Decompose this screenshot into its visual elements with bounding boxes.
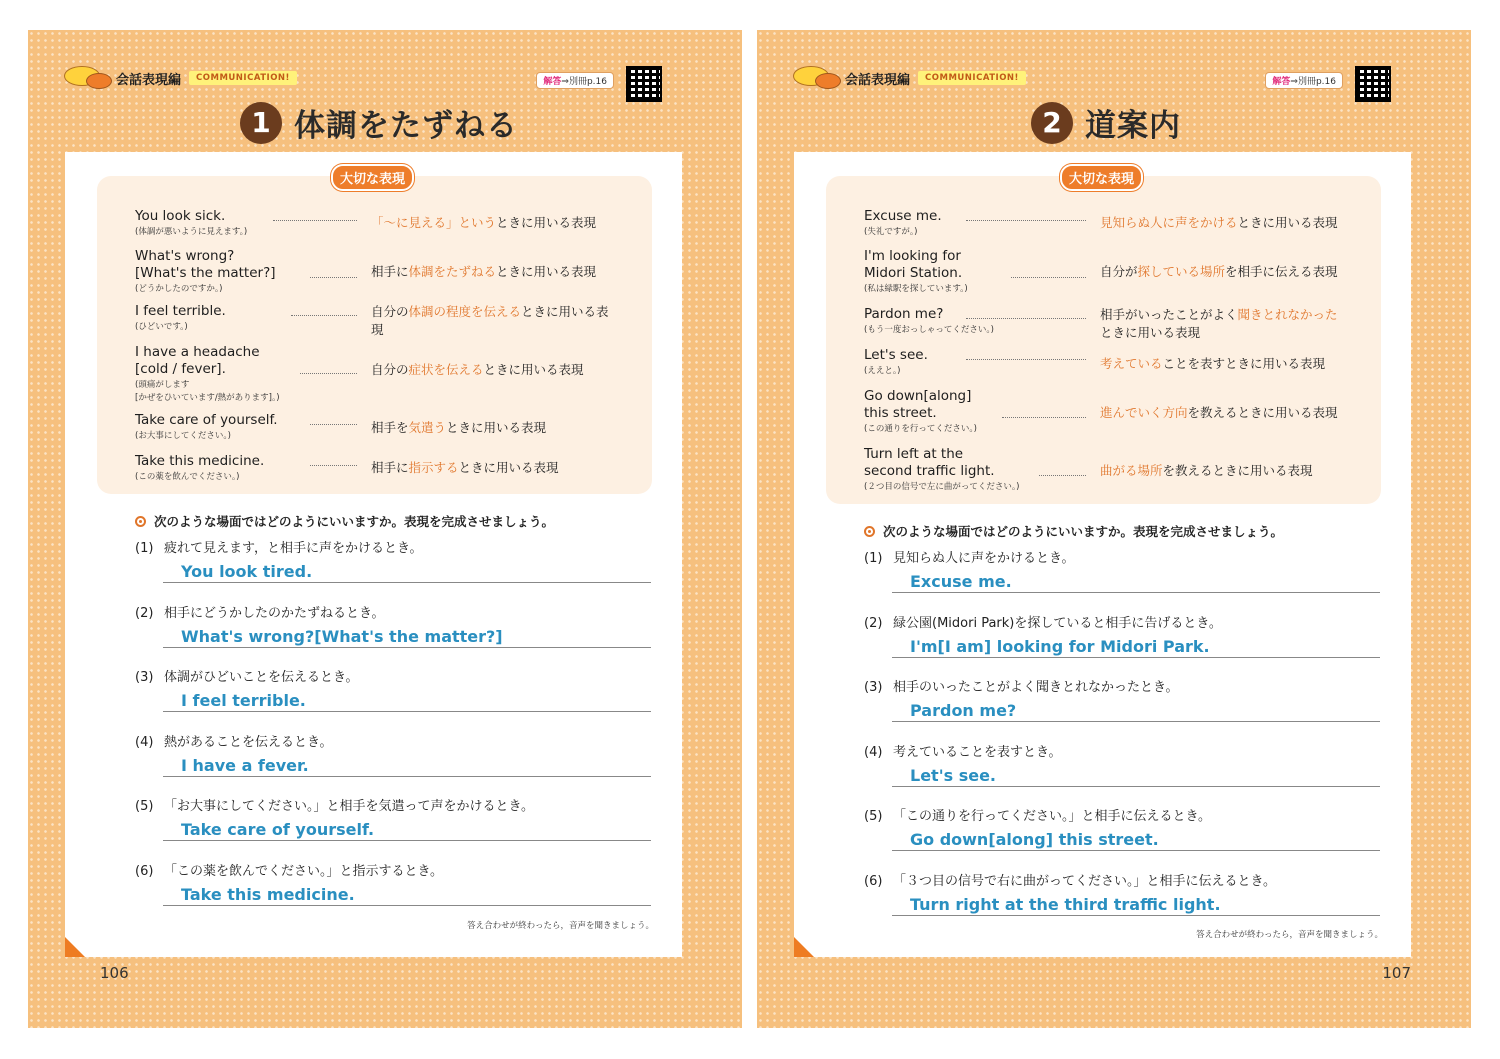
question-number: (5) bbox=[864, 809, 883, 824]
phrase-description-highlight: 曲がる場所 bbox=[1100, 463, 1163, 478]
answer-field[interactable] bbox=[892, 567, 1380, 593]
answer-field[interactable] bbox=[163, 686, 651, 712]
right-page bbox=[757, 30, 1471, 1028]
phrase-description-highlight: 症状を伝える bbox=[408, 362, 484, 377]
communication-badge: COMMUNICATION! bbox=[918, 71, 1026, 85]
phrase-english: Go down[along] bbox=[864, 388, 972, 404]
lesson-heading bbox=[28, 100, 742, 145]
phrase-english: Excuse me. bbox=[864, 208, 942, 224]
question-prompt bbox=[135, 666, 358, 685]
phrase-description-highlight: 指示する bbox=[408, 460, 459, 475]
phrase-english: You look sick. bbox=[135, 208, 226, 224]
question-prompt bbox=[864, 741, 1061, 760]
answer-text: Pardon me? bbox=[910, 701, 1017, 720]
question-text: 体調がひどいことを伝えるとき。 bbox=[164, 670, 359, 685]
phrase-japanese: (この通りを行ってください。) bbox=[864, 424, 977, 434]
answer-text: Let's see. bbox=[910, 765, 996, 785]
lesson-number: 1 bbox=[240, 102, 282, 144]
question-number: (5) bbox=[135, 799, 154, 814]
phrase-description bbox=[371, 303, 633, 339]
phrase-japanese: (体調が悪いように見えます。) bbox=[135, 227, 248, 237]
page-corner-fold bbox=[794, 937, 814, 957]
lesson-heading bbox=[757, 100, 1471, 145]
section-header bbox=[64, 66, 297, 90]
phrase-description-text: 相手がいったことがよく bbox=[1100, 307, 1238, 322]
answer-text: Take care of yourself. bbox=[181, 820, 375, 839]
phrase-description-text: を教えるときに用いる表現 bbox=[1187, 405, 1338, 420]
phrase-description bbox=[371, 214, 633, 232]
question-prompt bbox=[135, 602, 384, 621]
question-number: (1) bbox=[135, 541, 154, 556]
page-number: 107 bbox=[1382, 964, 1411, 982]
dotted-leader bbox=[1002, 417, 1086, 418]
phrase-description-text: 相手に bbox=[371, 264, 409, 279]
phrase-description-highlight: 「～に見える」という bbox=[371, 215, 497, 230]
dotted-leader bbox=[310, 277, 357, 278]
page-number: 106 bbox=[100, 964, 129, 982]
phrase-japanese: (お大事にしてください。) bbox=[135, 431, 231, 441]
target-icon bbox=[135, 516, 146, 527]
question-number: (4) bbox=[135, 734, 154, 750]
question-number: (3) bbox=[135, 670, 154, 685]
worksheet bbox=[794, 152, 1411, 957]
answer-reference: 解答⇒別冊p.16 bbox=[1265, 72, 1343, 89]
phrase-english: I feel terrible. bbox=[135, 303, 226, 319]
phrase-description-text: ときに用いる表現 bbox=[458, 460, 559, 475]
question-text: 「この薬を飲んでください。」と指示するとき。 bbox=[164, 863, 443, 879]
section-title: 会話表現編 bbox=[116, 72, 182, 88]
phrase-japanese: (２つ目の信号で左に曲がってください。) bbox=[864, 482, 1020, 492]
question-text: 熱があることを伝えるとき。 bbox=[164, 734, 333, 750]
dotted-leader bbox=[291, 315, 357, 316]
dotted-leader bbox=[310, 465, 357, 466]
answer-field[interactable] bbox=[892, 890, 1380, 916]
answer-field[interactable] bbox=[892, 761, 1380, 787]
phrase-description-text: 相手を bbox=[371, 420, 409, 435]
question-text: 考えていることを表すとき。 bbox=[893, 744, 1062, 760]
answer-field[interactable] bbox=[163, 880, 651, 906]
phrase-description-text: ときに用いる表現 bbox=[496, 215, 597, 230]
exercise-instruction: 次のような場面ではどのようにいいますか。表現を完成させましょう。 bbox=[135, 512, 554, 530]
phrase-english: Let's see. bbox=[864, 347, 928, 363]
question-prompt bbox=[864, 805, 1211, 824]
phrase-english: Take this medicine. bbox=[135, 453, 265, 469]
question-number: (6) bbox=[135, 863, 154, 879]
question-prompt bbox=[864, 870, 1276, 889]
answer-text: I'm[I am] looking for Midori Park. bbox=[910, 636, 1210, 656]
phrase-description-text: を教えるときに用いる表現 bbox=[1162, 463, 1313, 478]
phrase-description-highlight: 聞きとれなかった bbox=[1237, 307, 1338, 322]
phrase-description bbox=[371, 361, 633, 379]
question-number: (2) bbox=[864, 615, 883, 631]
footer-note: 答え合わせが終わったら，音声を聞きましょう。 bbox=[467, 921, 654, 931]
question-prompt bbox=[864, 676, 1178, 695]
phrase-description-text: ときに用いる表現 bbox=[1237, 215, 1338, 230]
footer-note: 答え合わせが終わったら，音声を聞きましょう。 bbox=[1196, 930, 1383, 940]
phrase-japanese: (私は緑駅を探しています。) bbox=[864, 284, 968, 294]
phrase-english: second traffic light. bbox=[864, 463, 995, 479]
question-prompt bbox=[864, 612, 1222, 631]
dotted-leader bbox=[966, 318, 1086, 319]
question-text: 「この通りを行ってください。」と相手に伝えるとき。 bbox=[893, 809, 1211, 824]
phrase-english: Turn left at the bbox=[864, 446, 964, 462]
phrase-description-text: 自分が bbox=[1100, 264, 1138, 279]
answer-field[interactable] bbox=[163, 557, 651, 583]
answer-field[interactable] bbox=[163, 622, 651, 648]
qr-code-icon[interactable] bbox=[626, 66, 662, 102]
phrase-description bbox=[1100, 355, 1362, 373]
dotted-leader bbox=[966, 359, 1086, 360]
phrase-description-text: ときに用いる表 bbox=[521, 304, 609, 319]
answer-field[interactable] bbox=[892, 825, 1380, 851]
target-icon bbox=[864, 526, 875, 537]
dotted-leader bbox=[966, 220, 1086, 221]
phrase-description-text: 現 bbox=[371, 322, 384, 337]
question-text: 疲れて見えます，と相手に声をかけるとき。 bbox=[164, 541, 423, 556]
question-prompt bbox=[864, 547, 1074, 566]
question-text: 相手のいったことがよく聞きとれなかったとき。 bbox=[893, 680, 1179, 695]
lesson-number: 2 bbox=[1031, 102, 1073, 144]
phrase-description-highlight: 見知らぬ人に声をかける bbox=[1100, 215, 1238, 230]
dotted-leader bbox=[1011, 277, 1086, 278]
phrase-description-highlight: 気遣う bbox=[408, 420, 447, 435]
key-phrases-box bbox=[826, 172, 1381, 504]
question-text: 相手にどうかしたのかたずねるとき。 bbox=[164, 605, 385, 621]
phrase-description bbox=[1100, 214, 1362, 232]
phrase-description-highlight: 探している場所 bbox=[1137, 264, 1226, 279]
dotted-leader bbox=[310, 424, 357, 425]
question-number: (3) bbox=[864, 680, 883, 695]
phrase-japanese: (どうかしたのですか。) bbox=[135, 284, 223, 294]
answer-field[interactable] bbox=[892, 632, 1380, 658]
question-number: (4) bbox=[864, 744, 883, 760]
lesson-title: 道案内 bbox=[1085, 108, 1181, 144]
question-number: (2) bbox=[135, 605, 154, 621]
question-text: 見知らぬ人に声をかけるとき。 bbox=[893, 551, 1075, 566]
question-text: 「３つ目の信号で右に曲がってください。」と相手に伝えるとき。 bbox=[893, 873, 1276, 889]
phrase-japanese: (ええと。) bbox=[864, 366, 901, 376]
phrase-description-text: 相手に bbox=[371, 460, 409, 475]
qr-code-icon[interactable] bbox=[1355, 66, 1391, 102]
question-text: 「お大事にしてください。」と相手を気遣って声をかけるとき。 bbox=[164, 799, 534, 814]
phrase-english: I'm looking for bbox=[864, 248, 961, 264]
exercise-instruction: 次のような場面ではどのようにいいますか。表現を完成させましょう。 bbox=[864, 522, 1283, 540]
phrase-description bbox=[371, 419, 633, 437]
page-corner-fold bbox=[65, 937, 85, 957]
phrase-description-highlight: 進んでいく方向 bbox=[1100, 405, 1188, 420]
phrase-japanese: (失礼ですが。) bbox=[864, 227, 918, 237]
phrase-description-highlight: 体調をたずねる bbox=[408, 264, 497, 279]
phrase-description-text: ときに用いる表現 bbox=[446, 420, 547, 435]
answer-text: I have a fever. bbox=[181, 755, 309, 775]
dotted-leader bbox=[300, 373, 357, 374]
key-phrases-badge: 大切な表現 bbox=[331, 164, 414, 191]
phrase-description-text: を相手に伝える表現 bbox=[1225, 264, 1338, 279]
question-prompt bbox=[135, 860, 443, 879]
answer-text: What's wrong?[What's the matter?] bbox=[181, 626, 503, 646]
question-prompt bbox=[135, 537, 422, 556]
phrase-description bbox=[1100, 263, 1362, 281]
phrase-description-text: ときに用いる表現 bbox=[483, 362, 584, 377]
answer-field[interactable] bbox=[163, 815, 651, 841]
section-title: 会話表現編 bbox=[845, 72, 911, 88]
key-phrases-box bbox=[97, 172, 652, 494]
section-header bbox=[793, 66, 1026, 90]
answer-text: I feel terrible. bbox=[181, 691, 306, 710]
phrase-english: What's wrong? bbox=[135, 248, 235, 264]
phrase-description-text: ことを表すときに用いる表現 bbox=[1162, 356, 1326, 371]
lesson-title: 体調をたずねる bbox=[294, 108, 518, 144]
answer-text: You look tired. bbox=[181, 562, 313, 581]
phrase-japanese: (この薬を飲んでください。) bbox=[135, 472, 240, 482]
phrase-description bbox=[1100, 404, 1362, 422]
phrase-english: this street. bbox=[864, 405, 937, 421]
answer-field[interactable] bbox=[163, 751, 651, 777]
answer-text: Turn right at the third traffic light. bbox=[910, 894, 1221, 914]
question-number: (1) bbox=[864, 551, 883, 566]
answer-field[interactable] bbox=[892, 696, 1380, 722]
phrase-japanese: (ひどいです。) bbox=[135, 322, 188, 332]
phrase-description-highlight: 考えている bbox=[1100, 356, 1163, 371]
worksheet bbox=[65, 152, 682, 957]
phrase-english: Pardon me? bbox=[864, 306, 944, 322]
dotted-leader bbox=[273, 220, 357, 221]
phrase-english: I have a headache bbox=[135, 344, 260, 360]
phrase-english: Take care of yourself. bbox=[135, 412, 278, 428]
phrase-japanese: [かぜをひいています/熱があります]。) bbox=[135, 393, 280, 403]
phrase-description-text: ときに用いる表現 bbox=[496, 264, 597, 279]
answer-reference: 解答⇒別冊p.16 bbox=[536, 72, 614, 89]
dotted-leader bbox=[1039, 475, 1086, 476]
phrase-description-text: 自分の bbox=[371, 304, 409, 319]
phrase-japanese: (頭痛がします bbox=[135, 380, 190, 390]
speech-bubbles-icon bbox=[64, 66, 114, 90]
question-number: (6) bbox=[864, 873, 883, 889]
phrase-english: [cold / fever]. bbox=[135, 361, 226, 377]
communication-badge: COMMUNICATION! bbox=[189, 71, 297, 85]
phrase-english: [What's the matter?] bbox=[135, 265, 276, 281]
answer-text: Excuse me. bbox=[910, 572, 1012, 591]
answer-text: Take this medicine. bbox=[181, 884, 355, 904]
phrase-description bbox=[1100, 306, 1362, 342]
key-phrases-badge: 大切な表現 bbox=[1060, 164, 1143, 191]
phrase-description bbox=[371, 263, 633, 281]
left-page bbox=[28, 30, 742, 1028]
phrase-description-text: 自分の bbox=[371, 362, 409, 377]
question-prompt bbox=[135, 795, 534, 814]
speech-bubbles-icon bbox=[793, 66, 843, 90]
phrase-description-highlight: 体調の程度を伝える bbox=[408, 304, 522, 319]
answer-text: Go down[along] this street. bbox=[910, 830, 1159, 849]
question-text: 緑公園(Midori Park)を探していると相手に告げるとき。 bbox=[893, 615, 1222, 631]
question-prompt bbox=[135, 731, 332, 750]
phrase-description bbox=[371, 459, 633, 477]
phrase-description bbox=[1100, 462, 1362, 480]
phrase-description-text: ときに用いる表現 bbox=[1100, 325, 1201, 340]
phrase-english: Midori Station. bbox=[864, 265, 963, 281]
phrase-japanese: (もう一度おっしゃってください。) bbox=[864, 325, 994, 335]
